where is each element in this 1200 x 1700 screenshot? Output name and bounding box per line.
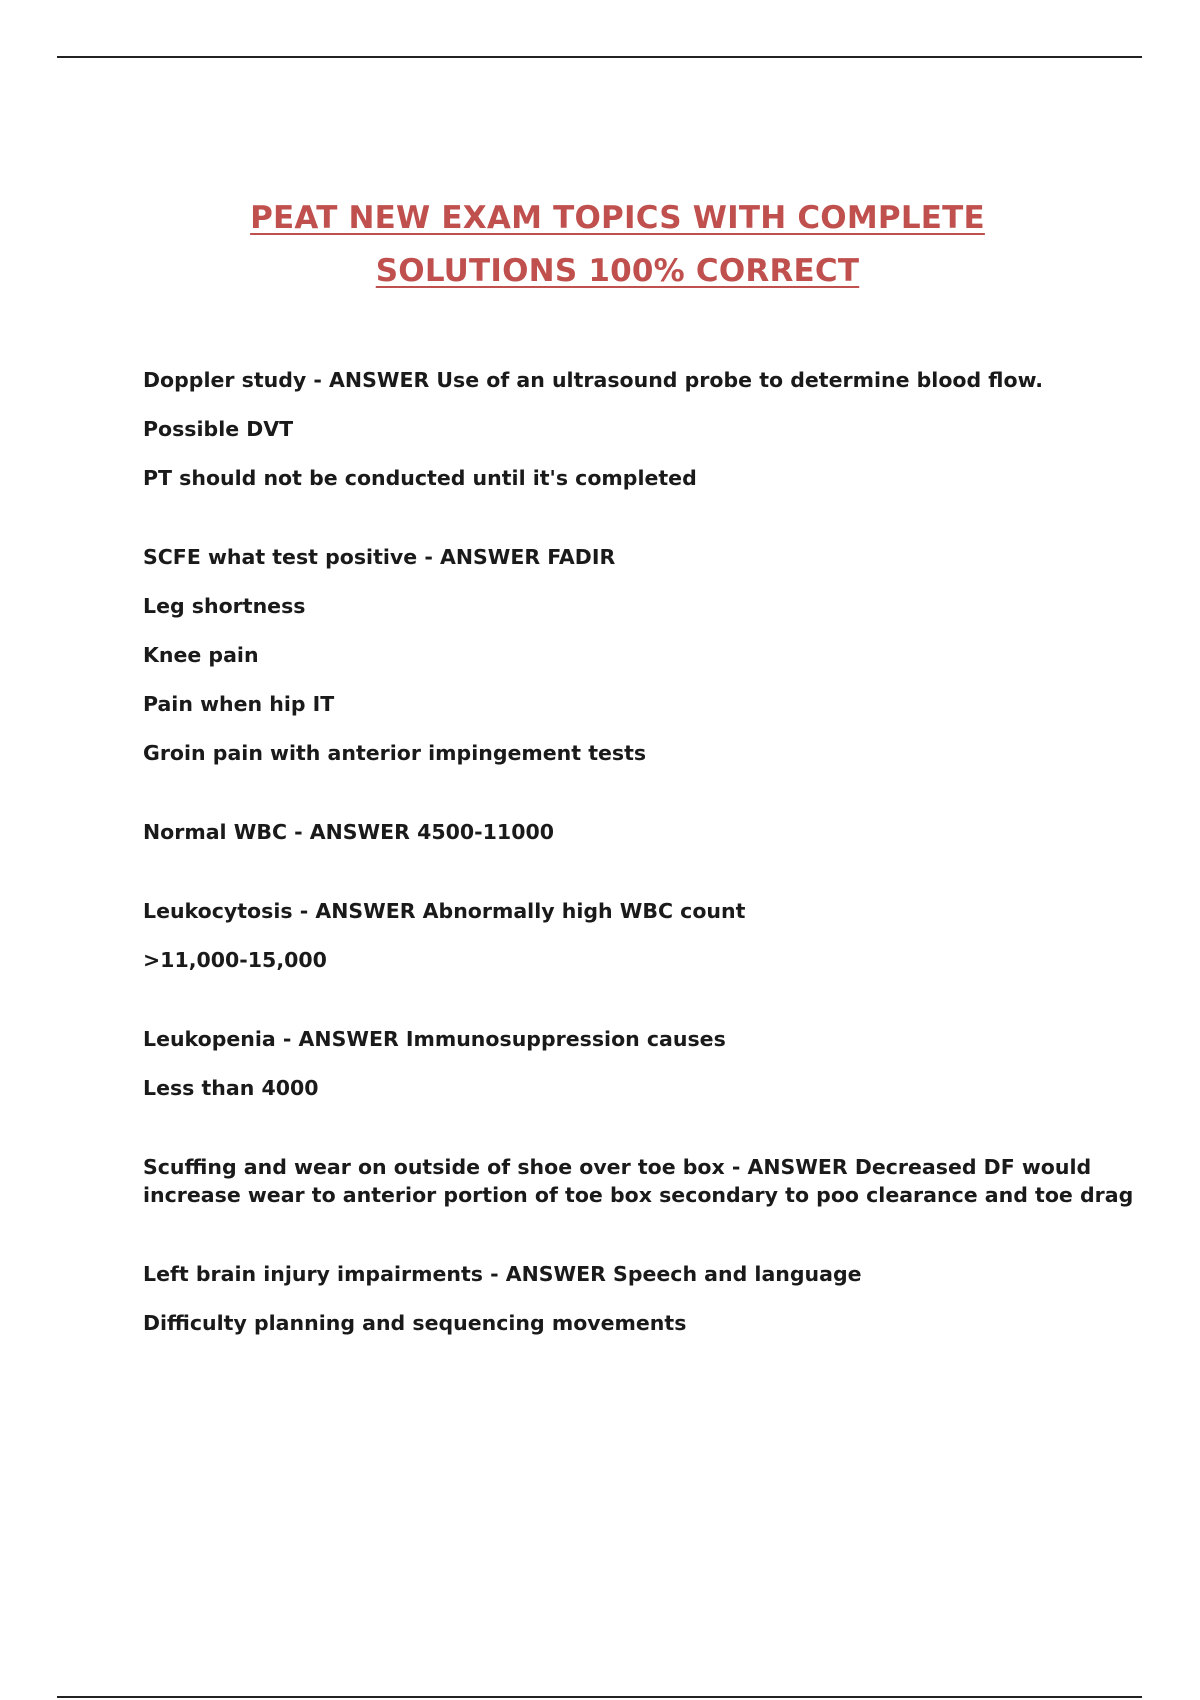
qa-line: Doppler study - ANSWER Use of an ultrasound probe to determine blood flow.: [143, 368, 1043, 392]
qa-line: Possible DVT: [143, 417, 294, 441]
qa-entry-leukopenia: [143, 1025, 1143, 1102]
qa-line: Less than 4000: [143, 1076, 319, 1100]
qa-entry-scfe: [143, 543, 1143, 767]
qa-line: SCFE what test positive - ANSWER FADIR: [143, 545, 616, 569]
qa-entry-shoe-wear: [143, 1153, 1143, 1209]
qa-line: Scuffing and wear on outside of shoe over toe box - ANSWER Decreased DF would increase wear to anterior portion of toe box secondary to poo clearance and toe drag: [143, 1155, 1134, 1207]
qa-line: Left brain injury impairments - ANSWER Speech and language: [143, 1262, 862, 1286]
qa-line: Difficulty planning and sequencing movements: [143, 1311, 687, 1335]
qa-line: Leg shortness: [143, 594, 306, 618]
qa-line: Leukopenia - ANSWER Immunosuppression causes: [143, 1027, 726, 1051]
title-line-2: SOLUTIONS 100% CORRECT: [375, 253, 860, 289]
bottom-rule: [57, 1696, 1142, 1698]
qa-entry-normal-wbc: [143, 818, 1143, 846]
qa-entry-left-brain: [143, 1260, 1143, 1337]
qa-line: Knee pain: [143, 643, 259, 667]
qa-entry-leukocytosis: [143, 897, 1143, 974]
qa-line: PT should not be conducted until it's completed: [143, 466, 697, 490]
qa-line: Pain when hip IT: [143, 692, 335, 716]
qa-line: Leukocytosis - ANSWER Abnormally high WBC count: [143, 899, 746, 923]
title-line-1: PEAT NEW EXAM TOPICS WITH COMPLETE: [250, 200, 985, 236]
qa-list: [143, 366, 1143, 1388]
top-rule: [57, 56, 1142, 58]
qa-line: >11,000-15,000: [143, 948, 327, 972]
qa-line: Normal WBC - ANSWER 4500-11000: [143, 820, 554, 844]
document-title: [0, 192, 1200, 298]
qa-entry-doppler: [143, 366, 1143, 492]
qa-line: Groin pain with anterior impingement tests: [143, 741, 647, 765]
